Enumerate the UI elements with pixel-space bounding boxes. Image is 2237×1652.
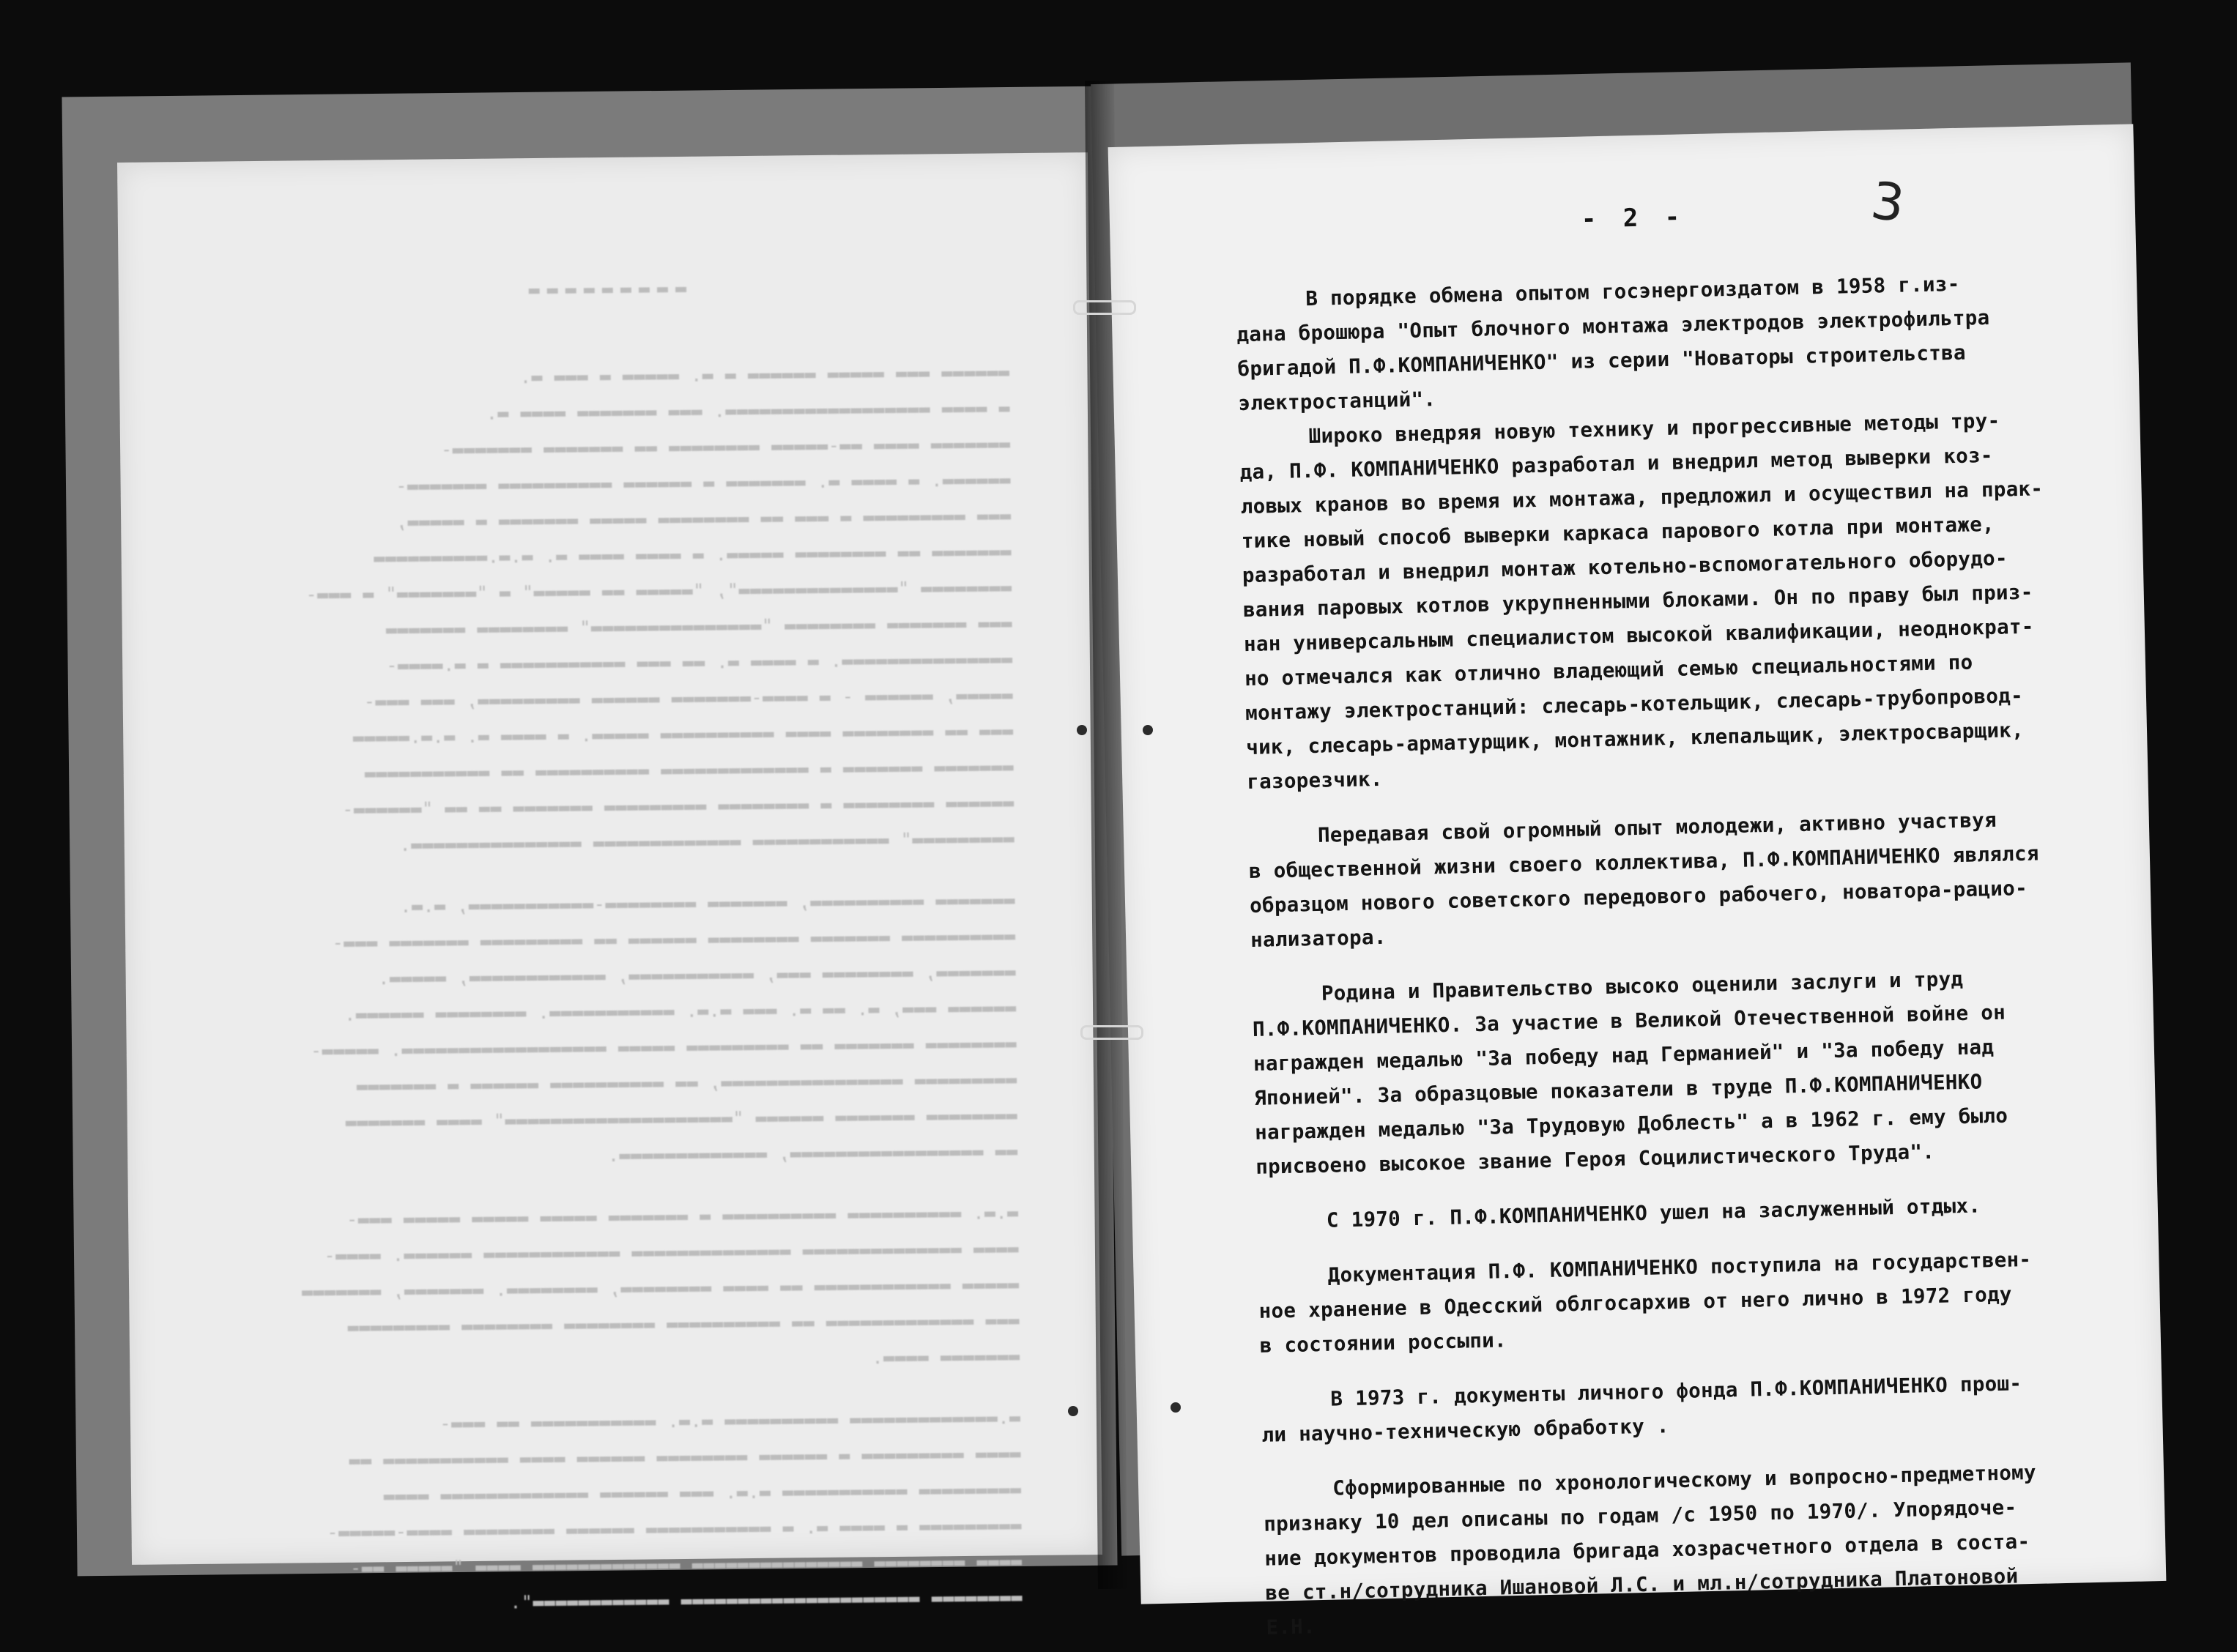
binding-hole bbox=[1171, 1402, 1181, 1413]
text-line: признаку 10 дел описаны по годам /с 1950 по 1970/. Упорядоче- bbox=[1263, 1495, 2017, 1536]
text-line: монтажу электростанций: слесарь-котельщик, слесарь-трубопровод- bbox=[1244, 683, 2024, 726]
text-line: да, П.Ф. КОМПАНИЧЕНКО разработал и внедрил метод выверки коз- bbox=[1239, 443, 1994, 485]
binding-thread-bottom bbox=[1080, 1025, 1143, 1040]
text-line: Передавая свой огромный опыт молодежи, активно участвуя bbox=[1317, 808, 1997, 847]
text-line: ве ст.н/сотрудника Ишановой Л.С. и мл.н/сотрудника Платоновой bbox=[1265, 1564, 2019, 1605]
text-line: чик, слесарь-арматурщик, монтажник, клепальщик, электросварщик, bbox=[1245, 718, 2025, 760]
binding-hole bbox=[1068, 1406, 1078, 1416]
text-line: ловых кранов во время их монтажа, предложил и осуществил на прак- bbox=[1240, 477, 2044, 519]
typed-text bbox=[1234, 191, 2123, 1645]
text-line: П.Ф.КОМПАНИЧЕНКО. За участие в Великой Отечественной войне он bbox=[1252, 1000, 2006, 1041]
binding-hole bbox=[1143, 725, 1153, 735]
text-line: но отмечался как отлично владеющий семью специальностями по bbox=[1244, 650, 1973, 691]
text-line: Е.Н. bbox=[1266, 1615, 1316, 1640]
text-line: тике новый способ выверки каркаса парового котла при монтаже, bbox=[1241, 512, 1995, 554]
paragraph bbox=[1251, 959, 2112, 1184]
text-line: Широко внедряя новую технику и прогрессивные методы тру- bbox=[1308, 409, 2000, 449]
text-line: в общественной жизни своего коллектива, П.Ф.КОМПАНИЧЕНКО являлся bbox=[1248, 841, 2039, 884]
text-line: ние документов проводила бригада хозрасчетного отдела в соста- bbox=[1264, 1530, 2030, 1571]
text-line: награжден медалью "За Трудовую Доблесть" а в 1962 г. ему было bbox=[1254, 1104, 2008, 1145]
text-line: образцом нового советского передового рабочего, новатора-рацио- bbox=[1249, 876, 2028, 918]
text-line: Родина и Правительство высоко оценили заслуги и труд bbox=[1321, 967, 1964, 1005]
text-line: вания паровых котлов укрупненными блоками. Он по праву был приз- bbox=[1242, 580, 2033, 622]
text-line: Документация П.Ф. КОМПАНИЧЕНКО поступила на государствен- bbox=[1327, 1247, 2032, 1287]
paragraph bbox=[1236, 264, 2096, 421]
text-line: присвоено высокое звание Героя Социлистического Труда". bbox=[1255, 1139, 1935, 1179]
right-page bbox=[1108, 124, 2167, 1640]
text-line: С 1970 г. П.Ф.КОМПАНИЧЕНКО ушел на заслуженный отдых. bbox=[1326, 1194, 1981, 1232]
text-line: дана брошюра "Опыт блочного монтажа электродов электрофильтра bbox=[1236, 305, 1990, 347]
text-line: ное хранение в Одесский облгосархив от него лично в 1972 году bbox=[1258, 1282, 2013, 1323]
archive-sheet-number: 3 bbox=[1867, 170, 1909, 234]
bleed-through-text: ▬▬▬▬▬▬▬▬▬ ▬▬▬▬▬▬ ▬▬▬ ▬▬▬▬▬ ▬▬▬▬▬▬ ▬ ▬. ▬▬▬▬▬ ▬ ▬▬▬ ▬. ▬ ▬▬▬▬ ▬▬▬▬▬▬▬▬▬▬▬▬▬▬▬▬▬▬. ▬▬▬ ▬▬▬▬▬▬▬ ▬▬▬▬ ▬. ▬▬▬▬▬▬▬ ▬▬▬▬ ▬▬-▬▬▬▬▬ ▬▬▬▬▬▬▬▬ ▬▬ ▬▬▬▬▬▬▬ ▬▬▬▬▬▬▬- ▬▬▬▬▬▬. ▬ ▬▬▬▬ ▬. ▬▬▬▬▬▬▬ ▬ ▬▬▬▬▬▬ ▬▬▬▬▬▬▬▬▬▬ ▬▬▬▬▬▬▬- ▬▬▬ ▬▬▬▬▬▬▬▬▬ ▬ ▬▬▬ ▬▬ ▬▬▬▬▬▬▬▬ ▬▬▬▬▬ ▬▬▬▬▬▬▬ ▬ ▬▬▬▬▬, ▬▬▬▬▬▬▬ ▬▬ ▬▬▬▬▬▬▬▬ ▬▬▬▬▬. ▬ ▬▬▬▬ ▬▬▬▬ ▬. ▬.▬.▬▬▬▬▬▬▬▬▬▬ ▬▬▬▬▬▬▬▬ "▬▬▬▬▬▬▬▬▬▬▬▬▬▬", "▬▬▬▬▬ ▬▬ ▬▬▬▬▬" ▬ "▬▬▬▬▬▬▬" ▬ ▬▬▬- ▬▬▬ ▬▬▬▬▬▬▬ ▬▬▬▬▬▬▬▬ "▬▬▬▬▬▬▬▬▬▬▬▬▬▬▬" ▬▬▬▬▬▬▬▬ ▬▬▬▬▬▬▬ ▬▬▬▬▬▬▬▬▬▬▬▬▬▬▬. ▬ ▬▬▬▬ ▬. ▬▬ ▬▬▬ ▬▬▬▬▬▬▬▬▬▬▬ ▬ ▬.▬▬▬▬- ▬▬▬▬▬, ▬▬▬▬▬▬ - ▬ ▬▬▬▬-▬▬▬▬▬▬▬ ▬▬▬▬▬▬ ▬▬▬▬▬▬▬▬▬, ▬▬▬ ▬▬▬- ▬▬▬ ▬▬ ▬▬▬▬▬▬▬▬ ▬▬▬▬ ▬▬▬▬▬▬▬▬▬▬ ▬▬▬▬▬. ▬ ▬▬▬▬ ▬. ▬.▬.▬▬▬▬▬ ▬▬▬▬▬▬▬ ▬▬▬▬▬▬▬ ▬ ▬▬▬▬▬▬▬▬▬▬▬▬▬ ▬▬▬▬▬▬▬▬▬▬ ▬▬ ▬▬▬▬▬▬▬▬▬▬▬ ▬▬▬▬▬▬ ▬▬▬▬▬▬▬▬ ▬ ▬▬▬▬▬▬▬▬ ▬▬▬▬▬▬▬▬▬ ▬▬▬▬▬▬▬ ▬▬ ▬▬ "▬▬▬▬▬▬- ▬▬▬▬▬▬▬▬▬" ▬▬▬▬▬▬▬▬▬▬▬▬ ▬▬▬▬▬▬▬▬▬▬▬▬▬ ▬▬▬▬▬▬▬▬▬▬▬▬▬▬▬. ▬▬▬▬▬▬▬ ▬▬▬▬▬▬▬▬▬▬, ▬▬▬▬▬▬▬ ▬▬▬▬▬▬▬▬-▬▬▬▬▬▬▬▬▬▬▬, ▬.▬. ▬▬▬▬▬▬▬▬▬▬ ▬▬▬▬▬▬▬ ▬▬▬▬▬▬▬▬ ▬▬▬▬▬▬ ▬▬ ▬▬▬▬▬▬▬▬▬ ▬▬▬▬▬▬▬ ▬▬▬- ▬▬▬▬▬▬▬, ▬▬▬▬▬▬▬▬ ▬▬▬, ▬▬▬▬▬▬▬▬▬▬▬, ▬▬▬▬▬▬▬▬▬▬▬▬, ▬▬▬▬▬. ▬▬▬▬▬▬ ▬▬▬, ▬. ▬▬ ▬. ▬▬▬ ▬.▬. ▬▬▬▬▬▬▬▬▬▬▬. ▬▬▬▬▬▬▬▬ ▬▬▬▬▬▬. ▬▬▬▬▬▬▬▬ ▬▬▬▬▬▬▬ ▬▬ ▬▬▬▬▬▬▬▬▬ ▬▬▬▬▬ ▬▬▬▬▬▬▬▬▬▬▬▬▬▬▬▬▬▬. ▬▬▬▬▬- ▬▬▬▬▬▬▬▬▬ ▬▬▬▬▬▬▬▬▬▬▬▬▬▬▬▬, ▬▬ ▬▬▬▬▬▬▬▬▬▬ ▬▬▬▬▬▬ ▬ ▬▬▬▬▬▬▬ ▬▬▬▬▬▬▬▬ ▬▬▬▬▬▬▬ ▬▬▬▬▬▬ "▬▬▬▬▬▬▬▬▬▬▬▬▬▬▬▬▬▬▬▬" ▬▬▬▬ ▬▬▬▬▬▬▬ ▬▬ ▬▬▬▬▬▬▬▬▬▬▬▬▬▬▬▬▬, ▬▬▬▬▬▬▬▬▬▬▬▬▬. ▬.▬. ▬▬▬▬▬▬▬▬▬▬ ▬▬▬▬▬▬▬▬▬▬ ▬ ▬▬▬▬▬▬▬ ▬▬▬▬▬ ▬▬▬▬▬ ▬▬▬▬▬ ▬▬▬- ▬▬▬▬ ▬▬▬▬▬▬▬▬▬▬▬▬▬▬ ▬▬▬▬▬▬▬▬▬▬▬▬▬▬ ▬▬▬▬▬▬▬▬▬▬▬▬ ▬▬▬▬▬▬. ▬▬▬▬- ▬▬▬▬▬ ▬▬▬▬▬▬▬▬▬▬▬▬ ▬▬ ▬▬▬▬ ▬▬▬▬▬▬▬▬, ▬▬▬▬▬▬▬▬. ▬▬▬▬▬▬▬, ▬▬▬▬▬▬▬ ▬▬▬ ▬▬▬▬▬▬▬▬▬▬▬▬▬ ▬▬ ▬▬▬▬▬▬▬▬▬▬ ▬▬▬▬▬▬▬▬ ▬▬▬▬▬▬▬▬ ▬▬▬▬▬▬▬▬▬ ▬▬▬▬▬▬▬ ▬▬▬▬. ▬.▬▬▬▬▬▬▬▬▬▬▬▬▬ ▬▬▬▬▬▬▬▬▬▬ ▬.▬. ▬▬▬▬▬▬▬▬▬▬▬ ▬▬ ▬▬▬- ▬▬▬▬ ▬▬▬▬▬▬▬▬▬ ▬ ▬▬▬▬▬▬ ▬▬▬▬▬▬▬▬ ▬▬▬▬▬▬ ▬▬▬▬ ▬▬▬▬▬▬▬▬▬▬▬ ▬▬ ▬▬▬▬▬▬▬▬▬ ▬▬▬▬▬▬▬▬▬▬▬ ▬.▬. ▬▬▬ ▬▬▬▬▬▬ ▬▬▬▬▬▬▬▬▬▬▬▬▬ ▬▬▬▬ ▬▬▬▬▬▬▬▬▬ ▬ ▬▬▬▬ ▬. ▬ ▬▬▬▬▬▬▬▬▬▬▬ ▬▬▬▬▬▬ ▬▬▬▬▬▬▬▬ ▬▬▬▬-▬▬▬▬▬- ▬▬▬▬ ▬▬▬▬▬▬▬▬ ▬▬▬▬▬▬▬▬▬▬▬▬▬▬▬ ▬▬▬▬▬▬▬▬▬▬▬▬▬ ▬▬▬▬ "▬▬▬▬▬ ▬▬- ▬▬▬▬▬▬▬▬ ▬▬▬▬▬▬▬▬▬▬▬▬▬▬▬▬▬▬▬▬▬ ▬▬▬▬▬▬▬▬▬▬▬▬". bbox=[301, 277, 1023, 1613]
text-line: В 1973 г. документы личного фонда П.Ф.КОМПАНИЧЕНКО прош- bbox=[1330, 1372, 2022, 1411]
text-line: разработал и внедрил монтаж котельно-вспомогательного оборудо- bbox=[1242, 546, 2008, 588]
text-line: электростанций". bbox=[1238, 387, 1436, 416]
text-line: В порядке обмена опытом госэнергоиздатом в 1958 г.из- bbox=[1305, 272, 1960, 311]
binding-thread-top bbox=[1073, 300, 1136, 315]
left-page bbox=[117, 152, 1102, 1613]
paragraph bbox=[1258, 1240, 2117, 1363]
text-line: газорезчик. bbox=[1246, 767, 1384, 795]
paragraph bbox=[1263, 1454, 2123, 1645]
paragraph bbox=[1239, 402, 2104, 800]
paragraph bbox=[1248, 800, 2108, 957]
text-line: награжден медалью "За победу над Германией" и "За победу над bbox=[1253, 1035, 1995, 1076]
text-line: Сформированные по хронологическому и вопросно-предметному bbox=[1332, 1460, 2037, 1500]
text-line: нализатора. bbox=[1250, 925, 1387, 952]
text-line: Японией". За образцовые показатели в труде П.Ф.КОМПАНИЧЕНКО bbox=[1253, 1070, 1983, 1110]
text-line: ли научно-техническую обработку . bbox=[1261, 1414, 1670, 1447]
text-line: бригадой П.Ф.КОМПАНИЧЕНКО" из серии "Новаторы строительства bbox=[1237, 341, 1967, 382]
text-line: нан универсальным специалистом высокой квалификации, неоднократ- bbox=[1243, 614, 2034, 657]
binding-hole bbox=[1077, 725, 1087, 735]
page-number: - 2 - bbox=[1581, 202, 1686, 234]
text-line: в состоянии россыпи. bbox=[1259, 1328, 1507, 1358]
